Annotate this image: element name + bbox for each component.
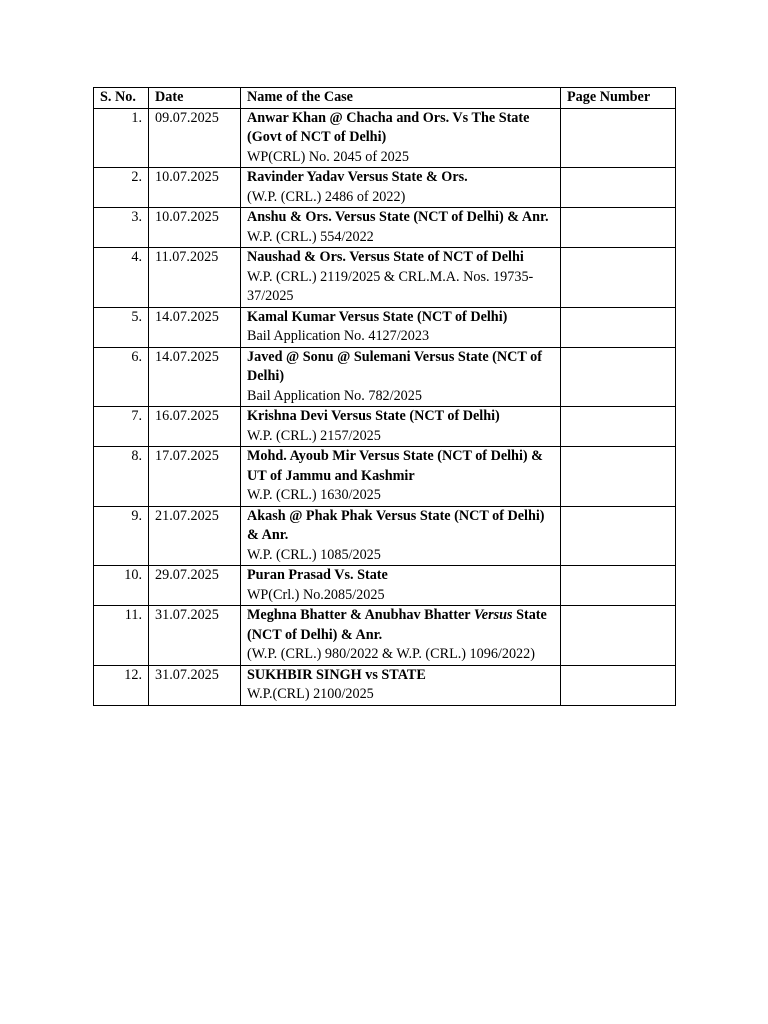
row-serial-number: 2. [94,168,149,208]
row-page-number [561,606,676,666]
case-reference: W.P. (CRL.) 1085/2025 [247,546,381,563]
row-date: 14.07.2025 [149,347,241,407]
case-title-text: Javed @ Sonu @ Sulemani Versus State (NCT of Delhi) [247,348,542,384]
row-date: 29.07.2025 [149,566,241,606]
case-title [247,248,554,268]
case-title-text: SUKHBIR SINGH vs STATE [247,666,426,683]
row-page-number [561,307,676,347]
case-title [247,348,554,387]
case-title [247,447,554,486]
table-header [94,88,676,109]
case-title-text: Krishna Devi Versus State (NCT of Delhi) [247,408,500,424]
row-page-number [561,168,676,208]
row-page-number [561,566,676,606]
row-date: 31.07.2025 [149,606,241,666]
case-title [247,507,554,546]
case-title-text: Kamal Kumar Versus State (NCT of Delhi) [247,308,508,325]
table-row [94,108,676,168]
case-reference: W.P. (CRL.) 1630/2025 [247,487,381,503]
row-serial-number: 10. [94,566,149,606]
row-date: 31.07.2025 [149,665,241,705]
case-title-text: Mohd. Ayoub Mir Versus State (NCT of Delhi) & UT of Jammu and Kashmir [247,448,543,484]
case-reference: W.P.(CRL) 2100/2025 [247,686,374,702]
table-row [94,566,676,606]
row-serial-number: 8. [94,447,149,507]
case-reference: (W.P. (CRL.) 980/2022 & W.P. (CRL.) 1096/2022) [247,646,535,662]
table-row [94,168,676,208]
case-title [247,666,554,686]
row-case-name-cell [241,248,561,308]
case-list-table [93,87,676,706]
case-reference: WP(Crl.) No.2085/2025 [247,586,385,603]
row-serial-number: 6. [94,347,149,407]
row-page-number [561,407,676,447]
table-row [94,347,676,407]
row-serial-number: 12. [94,665,149,705]
row-date: 10.07.2025 [149,168,241,208]
case-title-text: Anwar Khan @ Chacha and Ors. Vs The State (Govt of NCT of Delhi) [247,109,530,145]
row-page-number [561,506,676,566]
row-date: 16.07.2025 [149,407,241,447]
case-reference: WP(CRL) No. 2045 of 2025 [247,148,409,165]
row-date: 17.07.2025 [149,447,241,507]
case-reference: (W.P. (CRL.) 2486 of 2022) [247,188,406,205]
case-reference: W.P. (CRL.) 2157/2025 [247,427,381,444]
row-serial-number: 7. [94,407,149,447]
table-row [94,248,676,308]
case-title [247,208,554,228]
header-sno: S. No. [94,88,149,109]
row-serial-number: 11. [94,606,149,666]
row-case-name-cell [241,506,561,566]
row-serial-number: 4. [94,248,149,308]
table-row [94,208,676,248]
row-case-name-cell [241,208,561,248]
case-title [247,308,554,328]
row-page-number [561,447,676,507]
row-case-name-cell [241,665,561,705]
row-date: 21.07.2025 [149,506,241,566]
case-title-text: Ravinder Yadav Versus State & Ors. [247,169,468,185]
row-case-name-cell [241,168,561,208]
row-page-number [561,208,676,248]
header-page-number: Page Number [561,88,676,109]
case-title [247,109,554,148]
row-case-name-cell [241,307,561,347]
case-title [247,606,554,645]
row-case-name-cell [241,606,561,666]
header-row [94,88,676,109]
table-row [94,606,676,666]
table-row [94,665,676,705]
row-page-number [561,665,676,705]
case-title [247,407,554,427]
case-title [247,566,554,586]
row-case-name-cell [241,347,561,407]
row-date: 14.07.2025 [149,307,241,347]
row-serial-number: 3. [94,208,149,248]
case-reference: W.P. (CRL.) 554/2022 [247,228,374,245]
case-title-text: Meghna Bhatter & Anubhav Bhatter [247,607,474,623]
case-title [247,168,554,188]
row-serial-number: 9. [94,506,149,566]
table-row [94,307,676,347]
table-row [94,447,676,507]
row-date: 11.07.2025 [149,248,241,308]
case-reference: Bail Application No. 4127/2023 [247,328,430,344]
case-title-italic: Versus [473,607,513,623]
table-body [94,108,676,705]
row-case-name-cell [241,407,561,447]
case-title-text: Naushad & Ors. Versus State of NCT of Delhi [247,249,524,265]
row-case-name-cell [241,447,561,507]
header-date: Date [149,88,241,109]
case-reference: W.P. (CRL.) 2119/2025 & CRL.M.A. Nos. 19735-37/2025 [247,268,534,304]
row-case-name-cell [241,108,561,168]
header-case-name: Name of the Case [241,88,561,109]
row-serial-number: 5. [94,307,149,347]
row-case-name-cell [241,566,561,606]
case-title-tail: State (NCT of Delhi) & Anr. [247,607,547,643]
row-serial-number: 1. [94,108,149,168]
case-reference: Bail Application No. 782/2025 [247,387,422,404]
case-title-text: Puran Prasad Vs. State [247,567,388,583]
row-date: 09.07.2025 [149,108,241,168]
row-page-number [561,248,676,308]
table-row [94,407,676,447]
table-row [94,506,676,566]
row-page-number [561,347,676,407]
row-page-number [561,108,676,168]
row-date: 10.07.2025 [149,208,241,248]
case-title-text: Akash @ Phak Phak Versus State (NCT of Delhi) & Anr. [247,507,545,543]
case-title-text: Anshu & Ors. Versus State (NCT of Delhi) & Anr. [247,209,549,225]
